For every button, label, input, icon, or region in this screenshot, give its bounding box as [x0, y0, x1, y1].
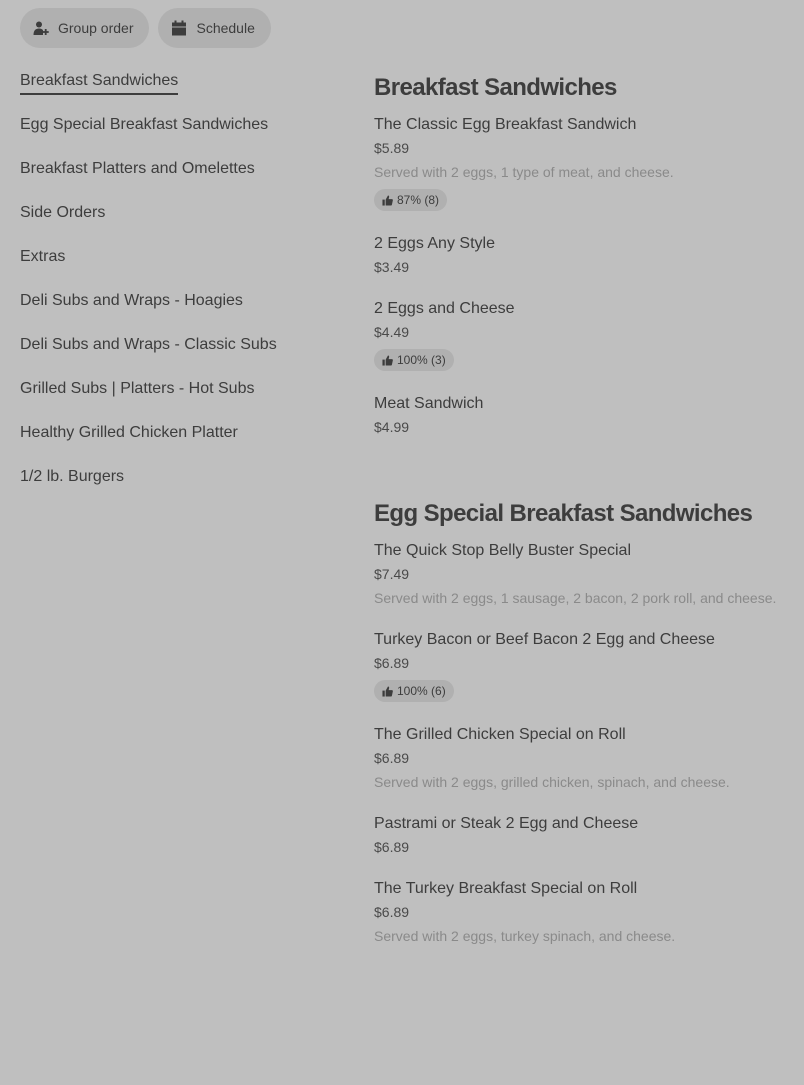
- item-price: $4.99: [374, 419, 410, 435]
- thumbs-up-icon: [382, 686, 393, 697]
- group-order-button[interactable]: [20, 8, 149, 48]
- schedule-button[interactable]: [158, 8, 270, 48]
- item-price: $6.89: [374, 655, 410, 671]
- rating-text: 100% (3): [397, 353, 446, 367]
- sidebar-item-hot-subs[interactable]: Grilled Subs | Platters - Hot Subs: [20, 380, 255, 397]
- sidebar-item-breakfast-platters[interactable]: Breakfast Platters and Omelettes: [20, 160, 255, 177]
- menu-section: [374, 496, 794, 967]
- group-order-label: Group order: [58, 20, 134, 36]
- sidebar-item-hoagies[interactable]: Deli Subs and Wraps - Hoagies: [20, 292, 243, 309]
- section-title: Egg Special Breakfast Sandwiches: [374, 500, 753, 527]
- thumbs-up-icon: [382, 355, 393, 366]
- menu-item[interactable]: [374, 629, 794, 724]
- sidebar-item-classic-subs[interactable]: Deli Subs and Wraps - Classic Subs: [20, 336, 277, 353]
- item-description: Served with 2 eggs, 1 sausage, 2 bacon, 2 pork roll, and cheese.: [374, 590, 777, 606]
- sidebar-item-burgers[interactable]: 1/2 lb. Burgers: [20, 468, 125, 485]
- menu-item[interactable]: [374, 813, 794, 878]
- menu-item[interactable]: [374, 540, 794, 629]
- toolbar: [20, 8, 271, 48]
- category-sidebar: [20, 70, 340, 510]
- sidebar-item-extras[interactable]: Extras: [20, 248, 66, 265]
- section-title: Breakfast Sandwiches: [374, 74, 617, 101]
- item-price: $4.49: [374, 324, 410, 340]
- rating-text: 87% (8): [397, 193, 440, 207]
- menu-section: [374, 70, 794, 458]
- item-description: Served with 2 eggs, grilled chicken, spinach, and cheese.: [374, 774, 730, 790]
- item-price: $6.89: [374, 839, 410, 855]
- item-name: The Classic Egg Breakfast Sandwich: [374, 116, 637, 133]
- calendar-icon: [170, 19, 188, 37]
- item-name: The Quick Stop Belly Buster Special: [374, 542, 632, 559]
- item-price: $5.89: [374, 140, 410, 156]
- menu-item[interactable]: [374, 233, 794, 298]
- item-description: Served with 2 eggs, turkey spinach, and cheese.: [374, 928, 676, 944]
- menu-item[interactable]: [374, 298, 794, 393]
- sidebar-item-grilled-chicken-platter[interactable]: Healthy Grilled Chicken Platter: [20, 424, 238, 441]
- menu-item[interactable]: [374, 878, 794, 967]
- rating-badge: [374, 349, 454, 371]
- menu-item[interactable]: [374, 393, 794, 458]
- item-name: The Turkey Breakfast Special on Roll: [374, 880, 638, 897]
- menu-item[interactable]: [374, 114, 794, 233]
- menu-content: [374, 70, 794, 1005]
- item-price: $3.49: [374, 259, 410, 275]
- item-price: $6.89: [374, 750, 410, 766]
- thumbs-up-icon: [382, 195, 393, 206]
- sidebar-item-side-orders[interactable]: Side Orders: [20, 204, 106, 221]
- item-price: $6.89: [374, 904, 410, 920]
- item-price: $7.49: [374, 566, 410, 582]
- item-name: 2 Eggs and Cheese: [374, 300, 515, 317]
- item-description: Served with 2 eggs, 1 type of meat, and cheese.: [374, 164, 674, 180]
- rating-text: 100% (6): [397, 684, 446, 698]
- item-name: Pastrami or Steak 2 Egg and Cheese: [374, 815, 639, 832]
- schedule-label: Schedule: [196, 20, 255, 36]
- rating-badge: [374, 680, 454, 702]
- item-name: The Grilled Chicken Special on Roll: [374, 726, 626, 743]
- menu-item[interactable]: [374, 724, 794, 813]
- rating-badge: [374, 189, 447, 211]
- add-person-icon: [32, 19, 50, 37]
- sidebar-item-breakfast-sandwiches[interactable]: Breakfast Sandwiches: [20, 70, 340, 114]
- sidebar-item-egg-special-breakfast-sandwiches[interactable]: Egg Special Breakfast Sandwiches: [20, 116, 269, 133]
- item-name: Turkey Bacon or Beef Bacon 2 Egg and Cheese: [374, 631, 715, 648]
- item-name: 2 Eggs Any Style: [374, 235, 495, 252]
- item-name: Meat Sandwich: [374, 395, 484, 412]
